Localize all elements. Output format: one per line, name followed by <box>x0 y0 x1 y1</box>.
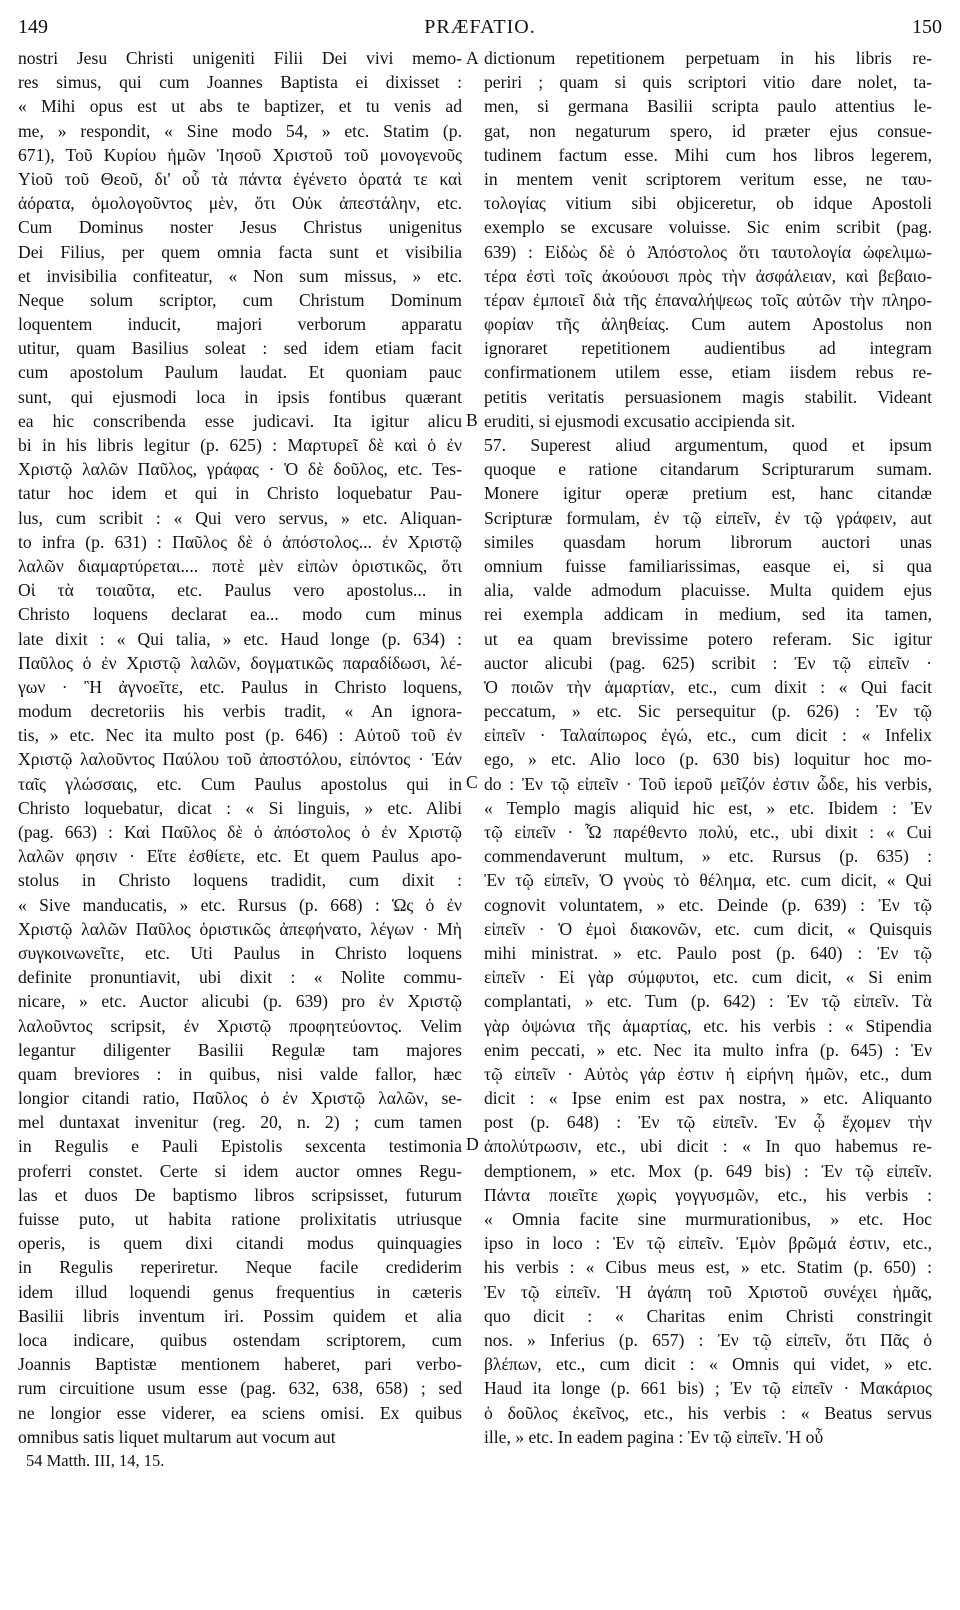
left-column-line: 671), Τοῦ Κυρίου ἡμῶν Ἰησοῦ Χριστοῦ τοῦ μονογενοῦς <box>18 144 462 165</box>
right-column-line: τῷ εἰπεῖν · Ὧ παρέθεντο πολύ, etc., ubi dixit : « Cui <box>484 822 932 842</box>
margin-marker-c: C <box>466 772 478 792</box>
right-column-line: ipso in loco : Ἐν τῷ εἰπεῖν. Ἐμὸν βρῶμά ἐστιν, etc., <box>484 1233 932 1254</box>
right-column-line: alia, valde admodum placuisse. Multa quidem ejus <box>484 580 932 601</box>
right-column-line: cognovit voluntatem, » etc. Deinde (p. 639) : Ἐν τῷ <box>484 894 932 915</box>
left-column-line: Dei Filius, per quem omnia facta sunt et visibilia <box>18 241 462 262</box>
left-column-line: sunt, qui ejusmodi loca in ipsis fontibus quærant <box>18 386 462 407</box>
right-column-line: mihi ministrat. » etc. Paulo post (p. 640) : Ἐν τῷ <box>484 942 932 963</box>
left-column-line: ne longior esse viderer, ea sciens omisi. Ex quibus <box>18 1402 462 1423</box>
left-column-line: me, » respondit, « Sine modo 54, » etc. Statim (p. <box>18 120 462 141</box>
margin-marker-a: A <box>466 48 479 68</box>
right-column-line: φορίαν τῆς ἀληθείας. Cum autem Apostolus non <box>484 314 932 335</box>
right-column-line: post (p. 648) : Ἐν τῷ εἰπεῖν. Ἐν ᾧ ἔχομεν τὴν <box>484 1112 932 1133</box>
right-column-line: 639) : Εἰδὼς δὲ ὁ Ἀπόστολος ὅτι ταυτολογία ὠφελιμω- <box>484 241 932 262</box>
right-column-line: εἰπεῖν · Ὁ ἐμοὶ διακονῶν, etc. cum dicit, « Quisquis <box>484 918 932 939</box>
right-column-line: exemplo se excusare voluisse. Sic enim scribit (pag. <box>484 217 932 238</box>
left-column-line: cum apostolum Paulum laudat. Et quoniam pauc <box>18 362 462 383</box>
right-column-line: τολογίας vitium sibi objiceretur, ob idque Apostoli <box>484 193 932 214</box>
right-column-line: dictionum repetitionem perpetuam in his libris re- <box>484 48 932 68</box>
left-column-line: late dixit : « Qui talia, » etc. Haud longe (p. 634) : <box>18 628 462 649</box>
right-column-line: εἰπεῖν · Ταλαίπωρος ἐγώ, etc., cum dicit : « Infelix <box>484 725 932 746</box>
left-column-line: Χριστῷ λαλῶν Παῦλος ὁριστικῶς ἀπεφήνατο, λέγων · Μὴ <box>18 918 462 939</box>
right-column-line: Haud ita longe (p. 661 bis) ; Ἐν τῷ εἰπεῖν · Μακάριος <box>484 1378 932 1399</box>
left-column-line: ea hic conscribenda esse judicavi. Ita igitur alicu <box>18 410 462 431</box>
left-column-line: in Regulis reperiretur. Neque facile crediderim <box>18 1257 462 1278</box>
margin-marker-b: B <box>466 410 478 430</box>
left-column-line: Οἱ τὰ τοιαῦτα, etc. Paulus vero apostolus... in <box>18 580 462 601</box>
left-column-line: fuisse puto, ut habita ratione prolixitatis utriusque <box>18 1209 462 1229</box>
left-column-line: tis, » etc. Nec ita multo post (p. 646) : Αὐτοῦ τοῦ ἐν <box>18 725 462 746</box>
right-column-line: similes quasdam horum librorum auctori unas <box>484 531 932 552</box>
left-column-line: Χριστῷ λαλοῦντος Παύλου τοῦ ἀποστόλου, εἰπόντος · Ἐάν <box>18 749 462 770</box>
left-column-line: Χριστῷ λαλῶν Παῦλος, γράφας · Ὁ δὲ δοῦλος, etc. Tes- <box>18 459 462 480</box>
right-column-line: τῷ εἰπεῖν · Αὐτὸς γάρ ἐστιν ἡ εἰρήνη ἡμῶν, etc., dum <box>484 1063 932 1084</box>
right-column-line: Πάντα ποιεῖτε χωρὶς γογγυσμῶν, etc., his verbis : <box>484 1184 932 1205</box>
running-title: PRÆFATIO. <box>424 16 536 38</box>
right-column-line: « Templo magis aliquid hic est, » etc. Ibidem : Ἐν <box>484 797 932 818</box>
right-column-line: omnium fuisse familiarissimas, easque ei, si qua <box>484 555 932 576</box>
left-column-line: Basilii libris inventum iri. Possim quidem et alia <box>18 1305 462 1326</box>
left-column-line: Joannis Baptistæ mentionem haberet, pari verbo- <box>18 1354 462 1375</box>
right-column-line: Ἐν τῷ εἰπεῖν, Ὁ γνοὺς τὸ θέλημα, etc. cum dicit, « Qui <box>484 870 932 891</box>
left-column-line: utitur, quam Basilius soleat : sed idem etiam facit <box>18 338 462 359</box>
right-column-line: do : Ἐν τῷ εἰπεῖν · Τοῦ ἱεροῦ μεῖζόν ἐστιν ὧδε, his verbis, <box>484 773 932 794</box>
right-column-line: τέρα ἐστὶ τοῖς ἀκούουσι πρὸς τὴν ἀσφάλειαν, καὶ βεβαιο- <box>484 265 932 286</box>
left-column-line: Christo loquens declarat ea... modo cum minus <box>18 604 462 625</box>
right-column-line: eruditi, si ejusmodi excusatio accipienda sit. <box>484 410 796 431</box>
left-column-line: et invisibilia confiteatur, « Non sum missus, » etc. <box>18 265 462 286</box>
left-column-line: bi in his libris legitur (p. 625) : Μαρτυρεῖ δὲ καὶ ὁ ἐν <box>18 435 462 455</box>
right-column-line: periri ; quam si quis scriptori vitio dare nolet, ta- <box>484 72 932 93</box>
left-column-line: « Sive manducatis, » etc. Rursus (p. 668) : Ὡς ὁ ἐν <box>18 894 462 915</box>
page-number-left: 149 <box>18 16 48 38</box>
left-column-line: las et duos De baptismo libros scripsisset, futurum <box>18 1184 462 1205</box>
left-column-line: Neque solum scriptor, cum Christum Dominum <box>18 289 462 310</box>
right-column-line: his verbis : « Cibus meus est, » etc. Statim (p. 650) : <box>484 1257 932 1278</box>
right-column-line: ἀπολύτρωσιν, etc., ubi dicit : « In quo habemus re- <box>484 1136 932 1157</box>
left-column-line: loquentem inducit, majori verborum apparatu <box>18 314 462 335</box>
left-column-line: συγκοινωνεῖτε, etc. Uti Paulus in Christo loquens <box>18 942 462 963</box>
left-column-line: operis, is quem dixi citandi modus quinquagies <box>18 1233 462 1254</box>
left-column-line: ταῖς γλώσσαις, etc. Cum Paulus apostolus qui in <box>18 773 462 794</box>
right-column-line: enim peccati, » etc. Nec ita multo infra (p. 645) : Ἐν <box>484 1039 932 1060</box>
left-column-line: Υἱοῦ τοῦ Θεοῦ, δι' οὗ τὰ πάντα ἐγένετο ὁρατά τε καὶ <box>18 168 462 189</box>
left-column-line: rum circuitione usum esse (pag. 632, 638, 658) ; sed <box>18 1378 462 1399</box>
page-number-right: 150 <box>912 16 942 38</box>
left-column-line: γων · Ἢ ἀγνοεῖτε, etc. Paulus in Christo loquens, <box>18 676 462 697</box>
right-text-column <box>484 46 932 1449</box>
right-column-line: confirmationem utilem esse, etiam iisdem rebus re- <box>484 362 932 383</box>
right-column-line: βλέπων, etc., cum dicit : « Omnis qui videt, » etc. <box>484 1354 932 1375</box>
right-column-line: petitis veritatis persuasionem magis stabilit. Videant <box>484 386 932 407</box>
left-column-line: (pag. 663) : Καὶ Παῦλος δὲ ὁ ἀπόστολος ὁ ἐν Χριστῷ <box>18 822 462 842</box>
right-column-line: dicit : « Ipse enim est pax nostra, » etc. Aliquanto <box>484 1088 932 1109</box>
right-column-line: nos. » Inferius (p. 657) : Ἐν τῷ εἰπεῖν, ὅτι Πᾶς ὁ <box>484 1329 932 1350</box>
left-column-line: to infra (p. 631) : Παῦλος δὲ ὁ ἀπόστολος... ἐν Χριστῷ <box>18 531 462 552</box>
left-column-line: λαλῶν διαμαρτύρεται.... ποτὲ μὲν εἰπὼν ὁριστικῶς, ὅτι <box>18 555 462 576</box>
left-column-line: idem illud loquendi genus frequentius in cæteris <box>18 1281 462 1302</box>
left-column-line: quam breviores : in quibus, nisi valde fallor, hæc <box>18 1063 462 1084</box>
left-column-line: tatur hoc idem et qui in Christo loquebatur Pau- <box>18 483 462 504</box>
left-column-line: ἀόρατα, ὁμολογοῦντος μὲν, ὅτι Οὐκ ἀπεστάλην, etc. <box>18 193 462 214</box>
page-header <box>18 10 942 42</box>
left-column-line: legantur diligenter Basilii Regulæ tam majores <box>18 1039 462 1060</box>
margin-marker-d: D <box>466 1134 479 1154</box>
right-column-line: ignoraret repetitionem audientibus ad integram <box>484 338 932 359</box>
left-column-line: loca indicare, quibus ostendam scriptorem, cum <box>18 1329 462 1350</box>
right-column-line: ὁ δοῦλος ἐκεῖνος, etc., his verbis : « Beatus servus <box>484 1402 932 1423</box>
left-column-line: in Regulis e Pauli Epistolis sexcenta testimonia <box>18 1136 462 1157</box>
right-column-line: ille, » etc. In eadem pagina : Ἐν τῷ εἰπεῖν. Ἡ οὗ <box>484 1426 824 1447</box>
left-column-line: nicare, » etc. Auctor alicubi (p. 639) pro ἐν Χριστῷ <box>18 991 462 1012</box>
right-column-line: εἰπεῖν · Εἰ γὰρ σύμφυτοι, etc. cum dicit, « Si enim <box>484 967 932 988</box>
right-column-line: τέραν ἐμποιεῖ διὰ τῆς ἐπαναλήψεως τοῖς αὐτῶν τὴν πληρο- <box>484 289 932 310</box>
right-column-line: gat, non negaturum spero, id præter ejus consue- <box>484 120 932 141</box>
left-column-line: omnibus satis liquet multarum aut vocum aut <box>18 1426 336 1447</box>
left-column-line: nostri Jesu Christi unigeniti Filii Dei vivi memo- <box>18 48 462 68</box>
left-column-line: λαλῶν φησιν · Εἴτε ἐσθίετε, etc. Et quem Paulus apo- <box>18 846 462 867</box>
right-column-line: quoque e ratione citandarum Scripturarum sumam. <box>484 459 932 480</box>
right-column-line: tudinem factum esse. Mihi cum hos libros legerem, <box>484 144 932 165</box>
right-column-line: ego, » etc. Alio loco (p. 630 bis) loquitur hoc mo- <box>484 749 932 770</box>
right-column-line: in mentem venit scriptorem veritum esse, ne ταυ- <box>484 168 932 189</box>
left-column-line: Christo loquebatur, dicat : « Si linguis, » etc. Alibi <box>18 797 462 818</box>
left-column-line: modum decretoriis his verbis tradit, « An ignora- <box>18 701 462 722</box>
right-column-line: Ὁ ποιῶν τὴν ἁμαρτίαν, etc., cum dixit : « Qui facit <box>484 676 932 697</box>
left-column-line: proferri constet. Certe si idem auctor omnes Regu- <box>18 1160 462 1181</box>
left-column-line: Παῦλος ὁ ἐν Χριστῷ λαλῶν, δογματικῶς παραδίδωσι, λέ- <box>18 652 462 673</box>
right-column-line: rei exempla addicam in medium, sed ita tamen, <box>484 604 932 625</box>
footnote: 54 Matth. III, 14, 15. <box>26 1450 165 1470</box>
right-column-line: complantati, » etc. Tum (p. 642) : Ἐν τῷ εἰπεῖν. Τὰ <box>484 991 932 1012</box>
right-column-line: commendaverunt multum, » etc. Rursus (p. 635) : <box>484 846 932 867</box>
right-column-line: Scripturæ formulam, ἐν τῷ εἰπεῖν, ἐν τῷ γράφειν, aut <box>484 507 932 528</box>
right-column-line: γὰρ ὀψώνια τῆς ἁμαρτίας, etc. his verbis : « Stipendia <box>484 1015 932 1036</box>
left-column-line: « Mihi opus est ut abs te baptizer, et tu venis ad <box>18 96 462 117</box>
right-column-line: 57. Superest aliud argumentum, quod et ipsum <box>484 435 932 455</box>
right-column-line: ut ea quam brevissime potero referam. Sic igitur <box>484 628 932 649</box>
left-column-line: λαλοῦντος scripsit, ἐν Χριστῷ προφητεύοντος. Velim <box>18 1015 462 1036</box>
right-column-line: Ἐν τῷ εἰπεῖν. Ἡ ἀγάπη τοῦ Χριστοῦ συνέχει ἡμᾶς, <box>484 1281 932 1302</box>
right-column-line: « Omnia facite sine murmurationibus, » etc. Hoc <box>484 1209 932 1229</box>
right-column-line: quo dicit : « Charitas enim Christi constringit <box>484 1305 932 1326</box>
left-column-line: mel duntaxat invenitur (reg. 20, n. 2) ; cum tamen <box>18 1112 462 1133</box>
left-column-line: lus, cum scribit : « Qui vero servus, » etc. Aliquan- <box>18 507 462 528</box>
left-column-line: longior citandi ratio, Παῦλος ὁ ἐν Χριστῷ λαλῶν, se- <box>18 1088 462 1109</box>
left-text-column <box>18 46 462 1473</box>
left-column-line: Cum Dominus noster Jesus Christus unigenitus <box>18 217 462 238</box>
right-column-line: demptionem, » etc. Mox (p. 649 bis) : Ἐν τῷ εἰπεῖν. <box>484 1160 932 1181</box>
left-column-line: definite pronuntiavit, ubi dixit : « Nolite commu- <box>18 967 462 988</box>
right-column-line: peccatum, » etc. Sic persequitur (p. 626) : Ἐν τῷ <box>484 701 932 722</box>
right-column-line: Monere igitur operæ pretium est, hanc citandæ <box>484 483 932 504</box>
left-column-line: res simus, qui cum Joannes Baptista ei dixisset : <box>18 72 462 93</box>
left-column-line: stolus in Christo loquens tradidit, cum dixit : <box>18 870 462 891</box>
right-column-line: men, si germana Basilii scripta paulo attentius le- <box>484 96 932 117</box>
right-column-line: auctor alicubi (pag. 625) scribit : Ἐν τῷ εἰπεῖν · <box>484 652 932 673</box>
